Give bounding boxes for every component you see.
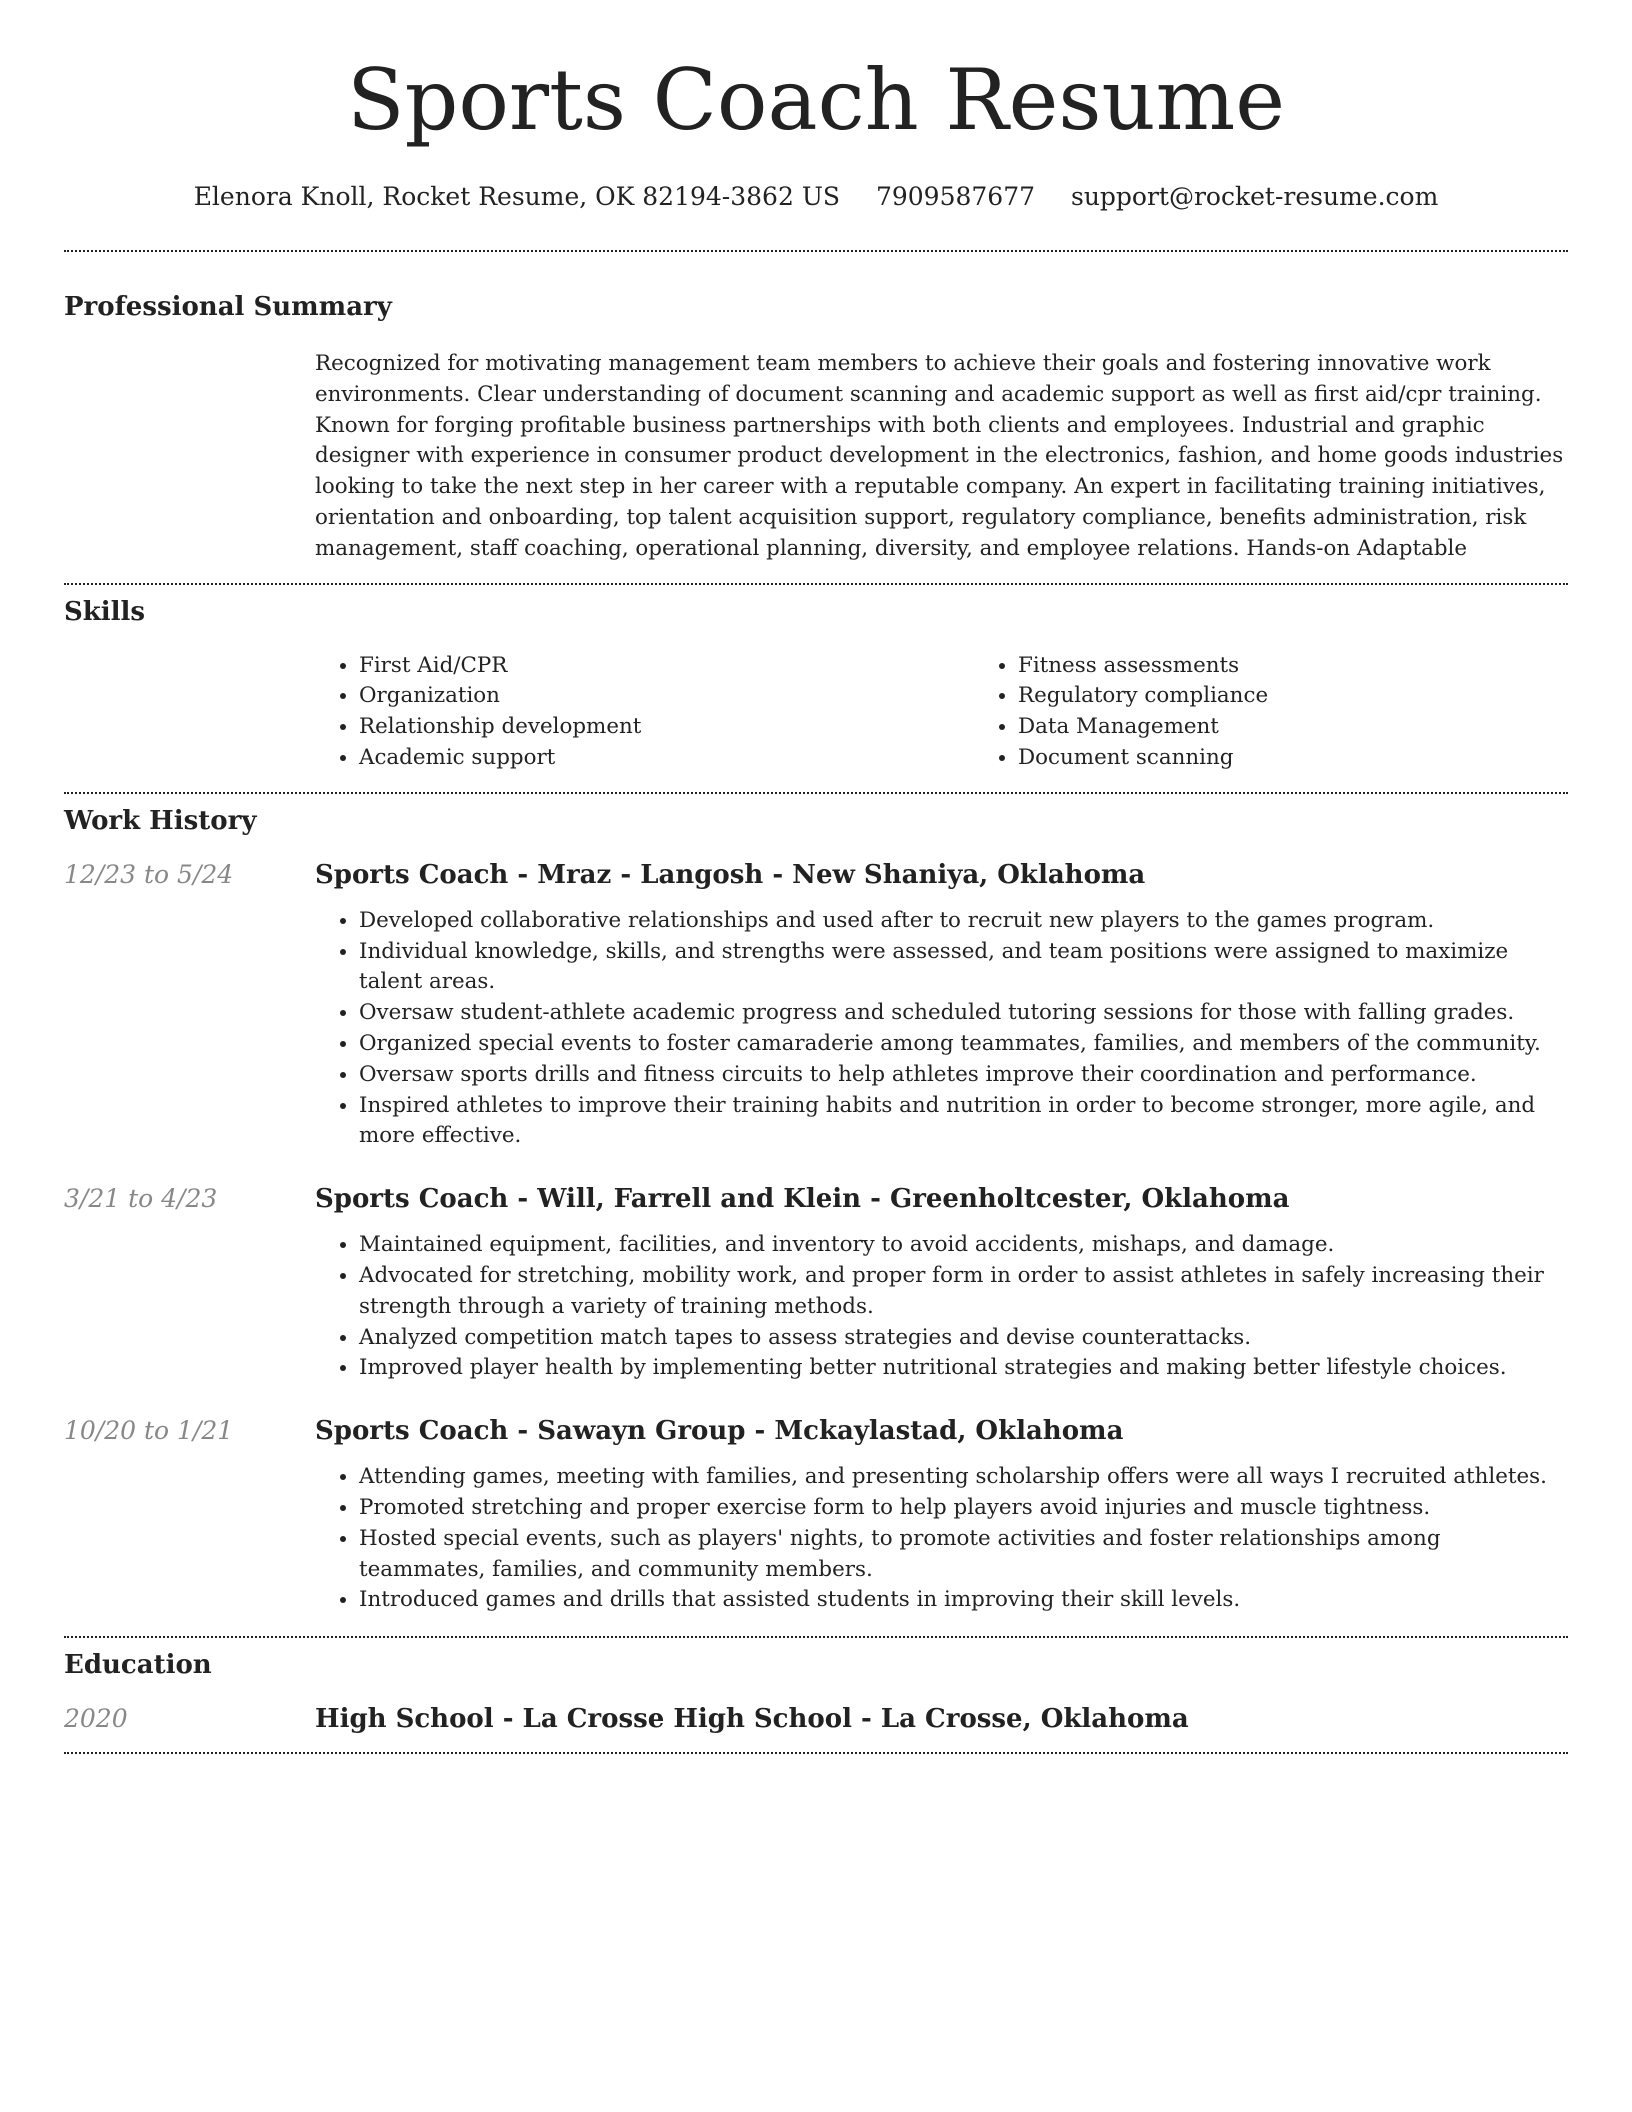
job-bullets	[315, 1230, 1568, 1384]
job-bullet: • Advocated for stretching, mobility work, and proper form in order to assist athletes in safely increasing their strength through a variety of training methods.	[359, 1261, 1568, 1323]
education-heading: Education	[64, 1650, 212, 1681]
skill-item: • Document scanning	[1018, 743, 1632, 774]
divider	[64, 250, 1568, 252]
skill-item: • Fitness assessments	[1018, 651, 1632, 682]
job-entry	[64, 1184, 1568, 1384]
education-year: 2020	[64, 1704, 128, 1734]
skill-item: • Academic support	[359, 743, 974, 774]
job-bullet: • Developed collaborative relationships and used after to recruit new players to the games program.	[359, 906, 1568, 937]
work-heading: Work History	[64, 805, 257, 836]
job-bullet: • Organized special events to foster camaraderie among teammates, families, and members of the community.	[359, 1029, 1568, 1060]
job-title: Sports Coach - Mraz - Langosh - New Shaniya, Oklahoma	[315, 859, 1146, 890]
contact-address: Elenora Knoll, Rocket Resume, OK 82194-3862 US	[193, 182, 841, 211]
skills-heading: Skills	[64, 596, 146, 627]
skill-item: • Organization	[359, 681, 974, 712]
skills-list-1	[315, 651, 974, 774]
skill-item: • Regulatory compliance	[1018, 681, 1632, 712]
job-bullet: • Inspired athletes to improve their training habits and nutrition in order to become stronger, more agile, and more effective.	[359, 1091, 1568, 1153]
summary-section	[64, 349, 1568, 565]
contact-phone: 7909587677	[875, 182, 1036, 211]
education-title: High School - La Crosse High School - La Crosse, Oklahoma	[315, 1704, 1189, 1735]
job-bullet: • Oversaw student-athlete academic progress and scheduled tutoring sessions for those with falling grades.	[359, 998, 1568, 1029]
skill-item: • Relationship development	[359, 712, 974, 743]
resume-title: Sports Coach Resume	[347, 51, 1285, 149]
job-entry	[64, 1416, 1568, 1616]
job-bullets	[315, 906, 1568, 1152]
divider	[64, 1636, 1568, 1638]
skills-list-2	[974, 651, 1632, 774]
divider	[64, 583, 1568, 585]
job-entry	[64, 860, 1568, 1152]
skill-item: • Data Management	[1018, 712, 1632, 743]
contact-line	[64, 182, 1568, 211]
skills-section	[64, 651, 1568, 774]
job-title: Sports Coach - Will, Farrell and Klein - Greenholtcester, Oklahoma	[315, 1184, 1290, 1215]
divider	[64, 1752, 1568, 1754]
job-dates: 10/20 to 1/21	[64, 1416, 234, 1446]
job-bullet: • Oversaw sports drills and fitness circuits to help athletes improve their coordination and performance.	[359, 1060, 1568, 1091]
skill-item: • First Aid/CPR	[359, 651, 974, 682]
contact-email: support@rocket-resume.com	[1070, 182, 1439, 211]
job-bullet: • Promoted stretching and proper exercise form to help players avoid injuries and muscle tightness.	[359, 1493, 1568, 1524]
education-entry	[64, 1704, 1568, 1734]
job-dates: 3/21 to 4/23	[64, 1184, 218, 1214]
job-bullet: • Analyzed competition match tapes to assess strategies and devise counterattacks.	[359, 1323, 1568, 1354]
divider	[64, 792, 1568, 794]
summary-text: Recognized for motivating management team members to achieve their goals and fostering innovative work environments. Clear understanding of document scanning and academic support as well as first aid/cpr training. Known for forging profitable business partnerships with both clients and employees. Industrial and graphic designer with experience in consumer product development in the electronics, fashion, and home goods industries looking to take the next step in her career with a reputable company. An expert in facilitating training initiatives, orientation and onboarding, top talent acquisition support, regulatory compliance, benefits administration, risk management, staff coaching, operational planning, diversity, and employee relations. Hands-on Adaptable	[315, 351, 1564, 561]
job-title: Sports Coach - Sawayn Group - Mckaylastad, Oklahoma	[315, 1416, 1124, 1447]
job-bullet: • Individual knowledge, skills, and strengths were assessed, and team positions were assigned to maximize talent areas.	[359, 937, 1568, 999]
job-bullet: • Improved player health by implementing better nutritional strategies and making better lifestyle choices.	[359, 1353, 1568, 1384]
summary-heading: Professional Summary	[64, 292, 392, 322]
job-bullet: • Introduced games and drills that assisted students in improving their skill levels.	[359, 1585, 1568, 1616]
job-bullets	[315, 1462, 1568, 1616]
job-bullet: • Attending games, meeting with families, and presenting scholarship offers were all ways I recruited athletes.	[359, 1462, 1568, 1493]
job-bullet: • Maintained equipment, facilities, and inventory to avoid accidents, mishaps, and damage.	[359, 1230, 1568, 1261]
job-dates: 12/23 to 5/24	[64, 859, 234, 889]
job-bullet: • Hosted special events, such as players' nights, to promote activities and foster relationships among teammates, families, and community members.	[359, 1524, 1568, 1586]
